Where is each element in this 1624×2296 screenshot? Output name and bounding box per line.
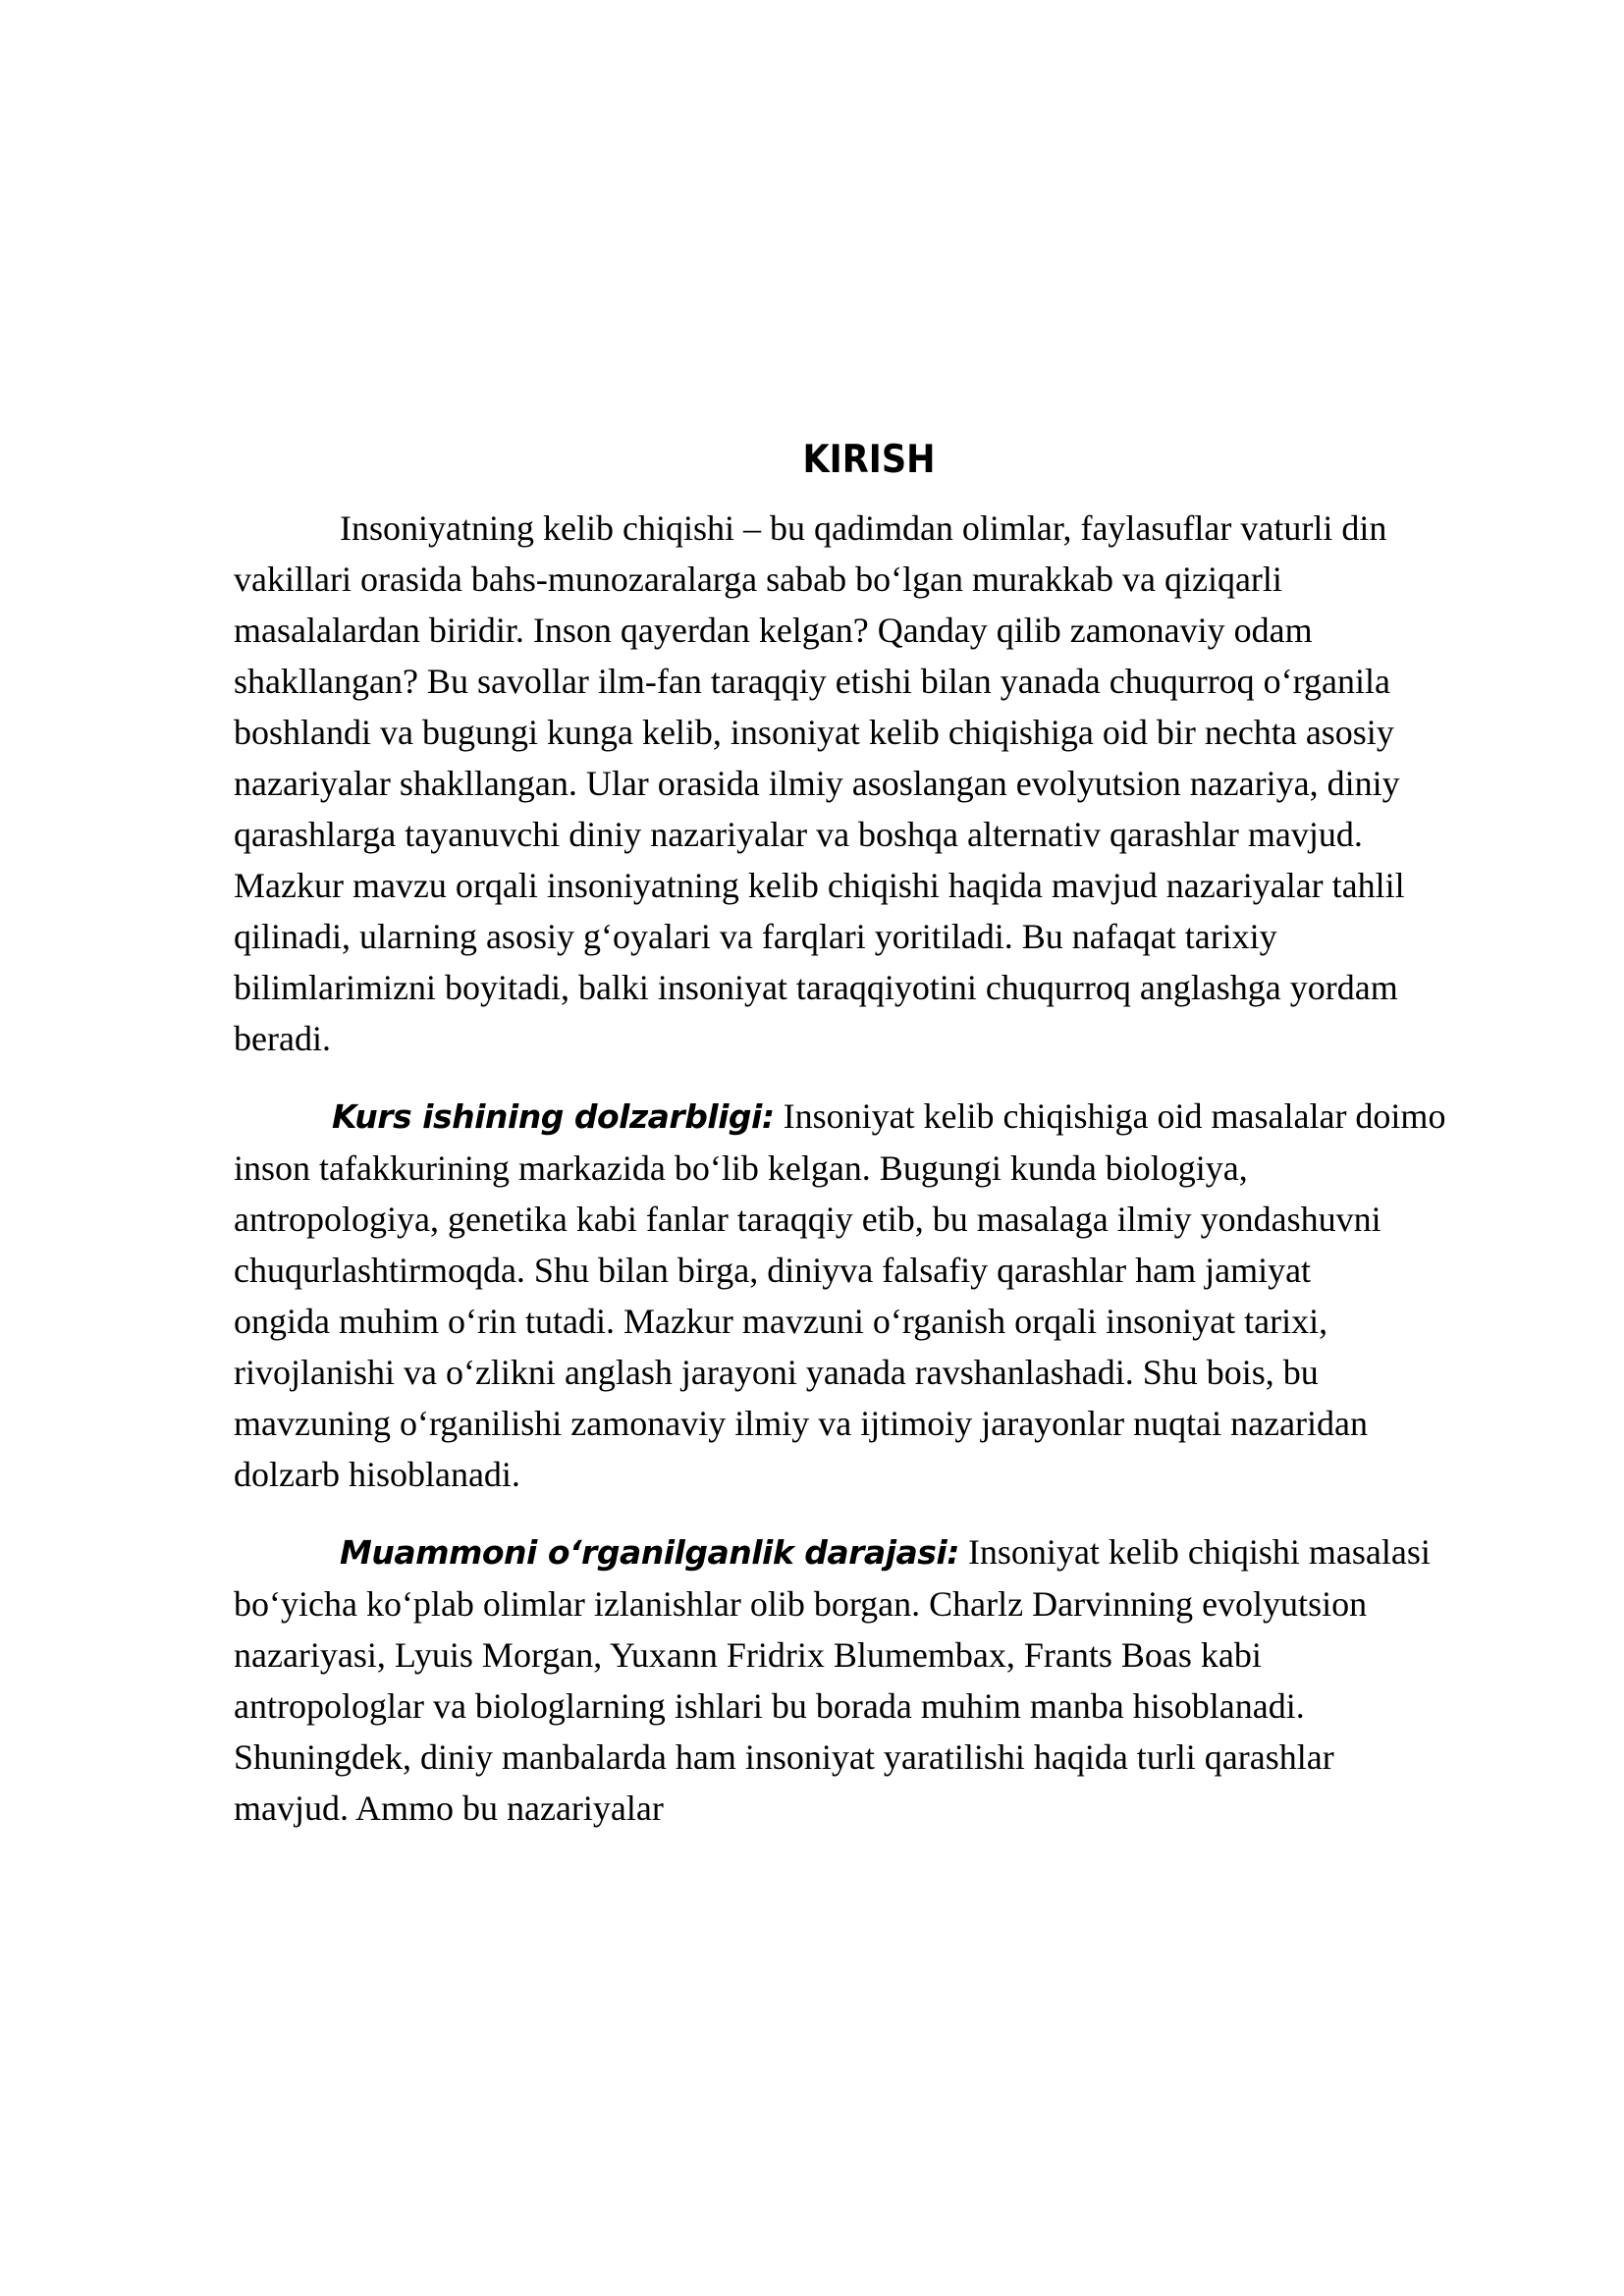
text-line: bo‘yicha ko‘plab olimlar izlanishlar olib borgan. Charlz Darvinning evolyutsion xyxy=(234,1584,1368,1624)
text-line: mavjud. Ammo bu nazariyalar xyxy=(234,1789,664,1828)
text-line: vakillari orasida bahs-munozaralarga sabab bo‘lgan murakkab va qiziqarli xyxy=(234,560,1282,599)
text-line: ongida muhim o‘rin tutadi. Mazkur mavzuni o‘rganish orqali insoniyat tarixi, xyxy=(234,1302,1328,1341)
text-line: antropologiya, genetika kabi fanlar taraqqiy etib, bu masalaga ilmiy yondashuvni xyxy=(234,1200,1381,1239)
text-run: Insoniyat kelib chiqishi masalasi xyxy=(958,1532,1431,1572)
text-run: Insoniyat kelib chiqishiga oid masalalar doimo xyxy=(774,1096,1446,1136)
intro-paragraph xyxy=(234,503,1510,1064)
text-line: antropologlar va biologlarning ishlari bu borada muhim manba hisoblanadi. xyxy=(234,1686,1305,1726)
section-lead-heading: Kurs ishining dolzarbligi: xyxy=(332,1097,775,1136)
text-line: inson tafakkurining markazida bo‘lib kelgan. Bugungi kunda biologiya, xyxy=(234,1148,1248,1188)
text-line: beradi. xyxy=(234,1019,331,1058)
text-line: Shuningdek, diniy manbalarda ham insoniyat yaratilishi haqida turli qarashlar xyxy=(234,1737,1334,1777)
text-line: qarashlarga tayanuvchi diniy nazariyalar va boshqa alternativ qarashlar mavjud. xyxy=(234,815,1363,854)
text-line: nazariyasi, Lyuis Morgan, Yuxann Fridrix Blumembax, Frants Boas kabi xyxy=(234,1635,1262,1675)
text-line: dolzarb hisoblanadi. xyxy=(234,1455,520,1494)
text-line: mavzuning o‘rganilishi zamonaviy ilmiy va ijtimoiy jarayonlar nuqtai nazaridan xyxy=(234,1404,1369,1443)
text-line: rivojlanishi va o‘zlikni anglash jarayoni yanada ravshanlashadi. Shu bois, bu xyxy=(234,1353,1319,1392)
text-line: Mazkur mavzu orqali insoniyatning kelib chiqishi haqida mavjud nazariyalar tahlil xyxy=(234,866,1405,905)
text-line: shakllangan? Bu savollar ilm-fan taraqqiy etishi bilan yanada chuqurroq o‘rganila xyxy=(234,662,1390,701)
text-line: nazariyalar shakllangan. Ular orasida ilmiy asoslangan evolyutsion nazariya, diniy xyxy=(234,764,1400,803)
text-line: Insoniyatning kelib chiqishi – bu qadimdan olimlar, faylasuflar vaturli din xyxy=(340,508,1387,548)
text-line: masalalardan biridir. Inson qayerdan kelgan? Qanday qilib zamonaviy odam xyxy=(234,611,1313,650)
text-line: chuqurlashtirmoqda. Shu bilan birga, diniyva falsafiy qarashlar ham jamiyat xyxy=(234,1251,1312,1290)
text-line xyxy=(234,1526,1510,1578)
relevance-paragraph xyxy=(234,1091,1510,1500)
text-line: boshlandi va bugungi kunga kelib, insoniyat kelib chiqishiga oid bir nechta asosiy xyxy=(234,713,1394,752)
text-line: qilinadi, ularning asosiy g‘oyalari va farqlari yoritiladi. Bu nafaqat tarixiy xyxy=(234,917,1277,956)
text-line: bilimlarimizni boyitadi, balki insoniyat taraqqiyotini chuqurroq anglashga yordam xyxy=(234,968,1398,1007)
section-lead-heading: Muammoni o‘rganilganlik darajasi: xyxy=(340,1533,959,1572)
page-title: KIRISH xyxy=(802,438,936,482)
text-line xyxy=(234,1091,1510,1143)
research-degree-paragraph xyxy=(234,1526,1510,1834)
